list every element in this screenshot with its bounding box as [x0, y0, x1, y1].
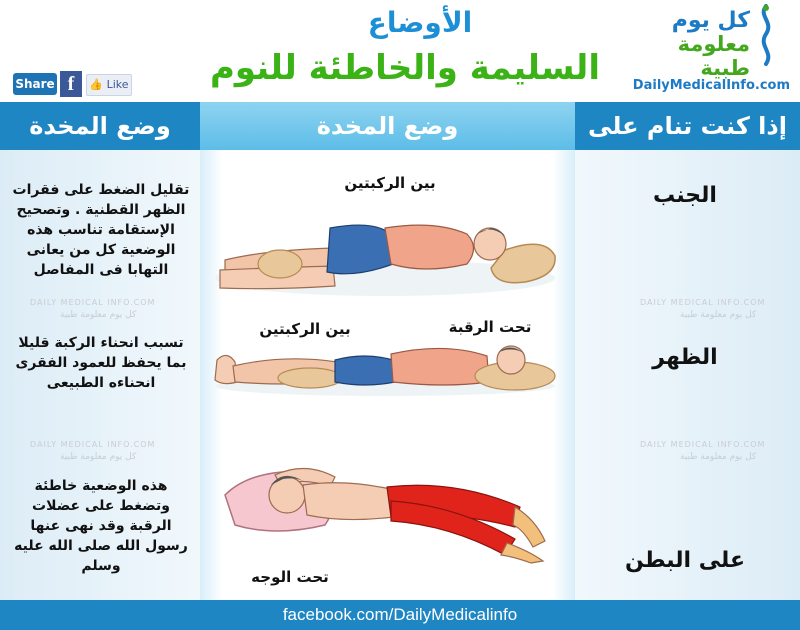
- label-under-neck: تحت الرقبة: [448, 318, 532, 336]
- label-between-knees: بين الركبتين: [259, 320, 351, 338]
- logo-text-line2: معلومة طبية: [677, 32, 750, 80]
- watermark: DAILY MEDICAL INFO.COM: [640, 440, 766, 449]
- title-line-2: السليمة والخاطئة للنوم: [210, 48, 600, 88]
- header-pillow-position-left: وضع المخدة: [29, 112, 171, 140]
- position-back: الظهر: [652, 345, 718, 370]
- label-between-knees: بين الركبتين: [344, 174, 436, 192]
- position-side: الجنب: [653, 183, 717, 208]
- watermark-arabic: كل يوم معلومة طبية: [60, 452, 137, 462]
- watermark-arabic: كل يوم معلومة طبية: [60, 310, 137, 320]
- footer-facebook-link[interactable]: facebook.com/DailyMedicalinfo: [0, 600, 800, 630]
- description-back: تسبب انحناء الركبة قليلا بما يحفظ للعمود الفقرى انحناءه الطبيعى: [15, 335, 187, 391]
- like-label: Like: [106, 78, 129, 91]
- stomach-sleeping-illustration: [215, 455, 570, 565]
- label-under-face: تحت الوجه: [251, 568, 329, 586]
- logo-text-line1: كل يوم: [671, 8, 750, 33]
- like-button[interactable]: [86, 74, 132, 96]
- position-stomach: على البطن: [625, 548, 745, 573]
- share-button[interactable]: Share: [13, 73, 57, 95]
- watermark: DAILY MEDICAL INFO.COM: [30, 440, 156, 449]
- watermark-arabic: كل يوم معلومة طبية: [680, 452, 757, 462]
- watermark-arabic: كل يوم معلومة طبية: [680, 310, 757, 320]
- logo-url[interactable]: DailyMedicalInfo.com: [632, 78, 790, 93]
- header-pillow-position-middle: وضع المخدة: [316, 112, 459, 140]
- watermark: DAILY MEDICAL INFO.COM: [30, 298, 156, 307]
- description-side: تقليل الضغط على فقرات الظهر القطنية . وتصحيح الإستقامة تناسب هذه الوضعية كل من يعانى التهابا فى المفاصل: [12, 182, 190, 278]
- header-sleep-position: إذا كنت تنام على: [588, 112, 787, 140]
- watermark: DAILY MEDICAL INFO.COM: [640, 298, 766, 307]
- logo-icon: [752, 4, 780, 66]
- right-column-bg: [575, 150, 800, 600]
- title-line-1: الأوضاع: [367, 6, 473, 39]
- description-stomach: هذه الوضعية خاطئة وتضغط على عضلات الرقبة وقد نهى عنها رسول الله صلى الله عليه وسلم: [14, 478, 188, 574]
- facebook-icon[interactable]: f: [60, 71, 82, 97]
- thumbs-up-icon: 👍: [89, 78, 104, 91]
- side-sleeping-illustration: [205, 198, 570, 308]
- back-sleeping-illustration: [205, 338, 570, 398]
